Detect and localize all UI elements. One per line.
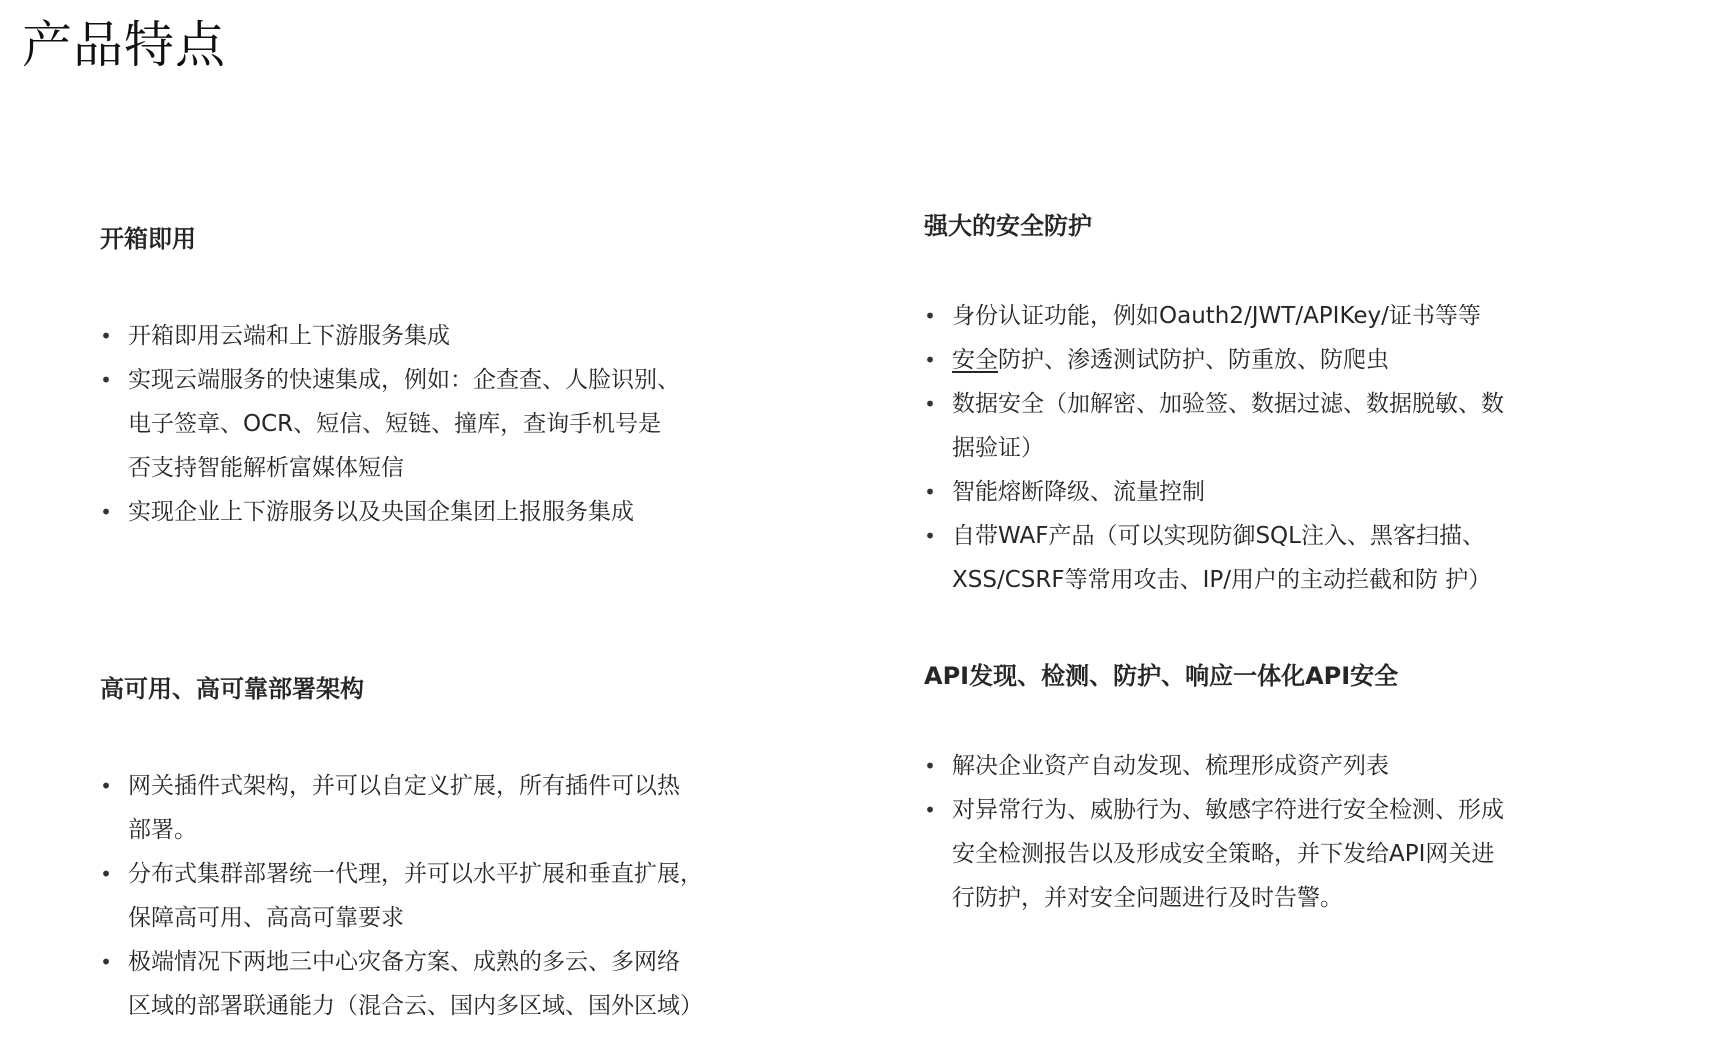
list-item-text: 实现云端服务的快速集成，例如：企查查、人脸识别、 xyxy=(128,367,680,393)
list-item-text: 否支持智能解析富媒体短信 xyxy=(128,455,404,481)
list-item-text: 分布式集群部署统一代理，并可以水平扩展和垂直扩展， xyxy=(128,861,703,887)
bullet-icon: • xyxy=(100,500,112,524)
list-item-text: 数据安全（加解密、加验签、数据过滤、数据脱敏、数 xyxy=(952,391,1504,417)
list-item-text: 自带WAF产品（可以实现防御SQL注入、黑客扫描、 xyxy=(952,523,1485,549)
feature-api-security xyxy=(924,661,1594,920)
list-item xyxy=(924,294,1594,338)
bullet-icon: • xyxy=(924,348,936,372)
list-item xyxy=(924,744,1594,788)
list-item-text: 防护、渗透测试防护、防重放、防爬虫 xyxy=(998,347,1389,373)
list-item-text: 对异常行为、威胁行为、敏感字符进行安全检测、形成 xyxy=(952,797,1504,823)
feature-title: 开箱即用 xyxy=(100,225,196,253)
list-item-text: 行防护，并对安全问题进行及时告警。 xyxy=(952,885,1343,911)
bullet-icon: • xyxy=(924,798,936,822)
list-item xyxy=(100,940,760,1028)
feature-out-of-box xyxy=(100,224,760,534)
list-item xyxy=(100,314,760,358)
bullet-icon: • xyxy=(100,862,112,886)
list-item xyxy=(924,382,1594,470)
list-item-text: 开箱即用云端和上下游服务集成 xyxy=(128,323,450,349)
feature-security-protection xyxy=(924,211,1594,602)
bullet-icon: • xyxy=(100,774,112,798)
feature-list xyxy=(924,294,1594,602)
list-item-text: 部署。 xyxy=(128,817,197,843)
feature-high-availability xyxy=(100,674,760,1028)
list-item xyxy=(100,490,760,534)
bullet-icon: • xyxy=(924,480,936,504)
bullet-icon: • xyxy=(100,950,112,974)
list-item-text: 解决企业资产自动发现、梳理形成资产列表 xyxy=(952,753,1389,779)
list-item-text: 身份认证功能，例如Oauth2/JWT/APIKey/证书等等 xyxy=(952,303,1481,329)
security-link[interactable]: 安全 xyxy=(952,347,998,373)
page-title: 产品特点 xyxy=(22,16,226,74)
list-item-text: 区域的部署联通能力（混合云、国内多区域、国外区域） xyxy=(128,993,703,1019)
list-item-text: 网关插件式架构，并可以自定义扩展，所有插件可以热 xyxy=(128,773,680,799)
list-item-text: 安全检测报告以及形成安全策略，并下发给API网关进 xyxy=(952,841,1495,867)
list-item xyxy=(100,358,760,490)
feature-list xyxy=(924,744,1594,920)
list-item xyxy=(924,788,1594,920)
list-item xyxy=(924,514,1594,602)
list-item xyxy=(100,852,760,940)
list-item-text: 电子签章、OCR、短信、短链、撞库，查询手机号是 xyxy=(128,411,662,437)
list-item xyxy=(924,470,1594,514)
list-item-text: 保障高可用、高高可靠要求 xyxy=(128,905,404,931)
list-item-text: XSS/CSRF等常用攻击、IP/用户的主动拦截和防 护） xyxy=(952,567,1492,593)
bullet-icon: • xyxy=(100,368,112,392)
feature-title: API发现、检测、防护、响应一体化API安全 xyxy=(924,662,1399,690)
bullet-icon: • xyxy=(924,304,936,328)
feature-title: 高可用、高可靠部署架构 xyxy=(100,675,364,703)
feature-list xyxy=(100,764,760,1028)
bullet-icon: • xyxy=(100,324,112,348)
feature-title: 强大的安全防护 xyxy=(924,212,1092,240)
list-item-text: 极端情况下两地三中心灾备方案、成熟的多云、多网络 xyxy=(128,949,680,975)
list-item-text: 据验证） xyxy=(952,435,1044,461)
list-item-text: 实现企业上下游服务以及央国企集团上报服务集成 xyxy=(128,499,634,525)
list-item xyxy=(100,764,760,852)
feature-list xyxy=(100,314,760,534)
bullet-icon: • xyxy=(924,524,936,548)
bullet-icon: • xyxy=(924,754,936,778)
list-item xyxy=(924,338,1594,382)
bullet-icon: • xyxy=(924,392,936,416)
list-item-text: 智能熔断降级、流量控制 xyxy=(952,479,1205,505)
